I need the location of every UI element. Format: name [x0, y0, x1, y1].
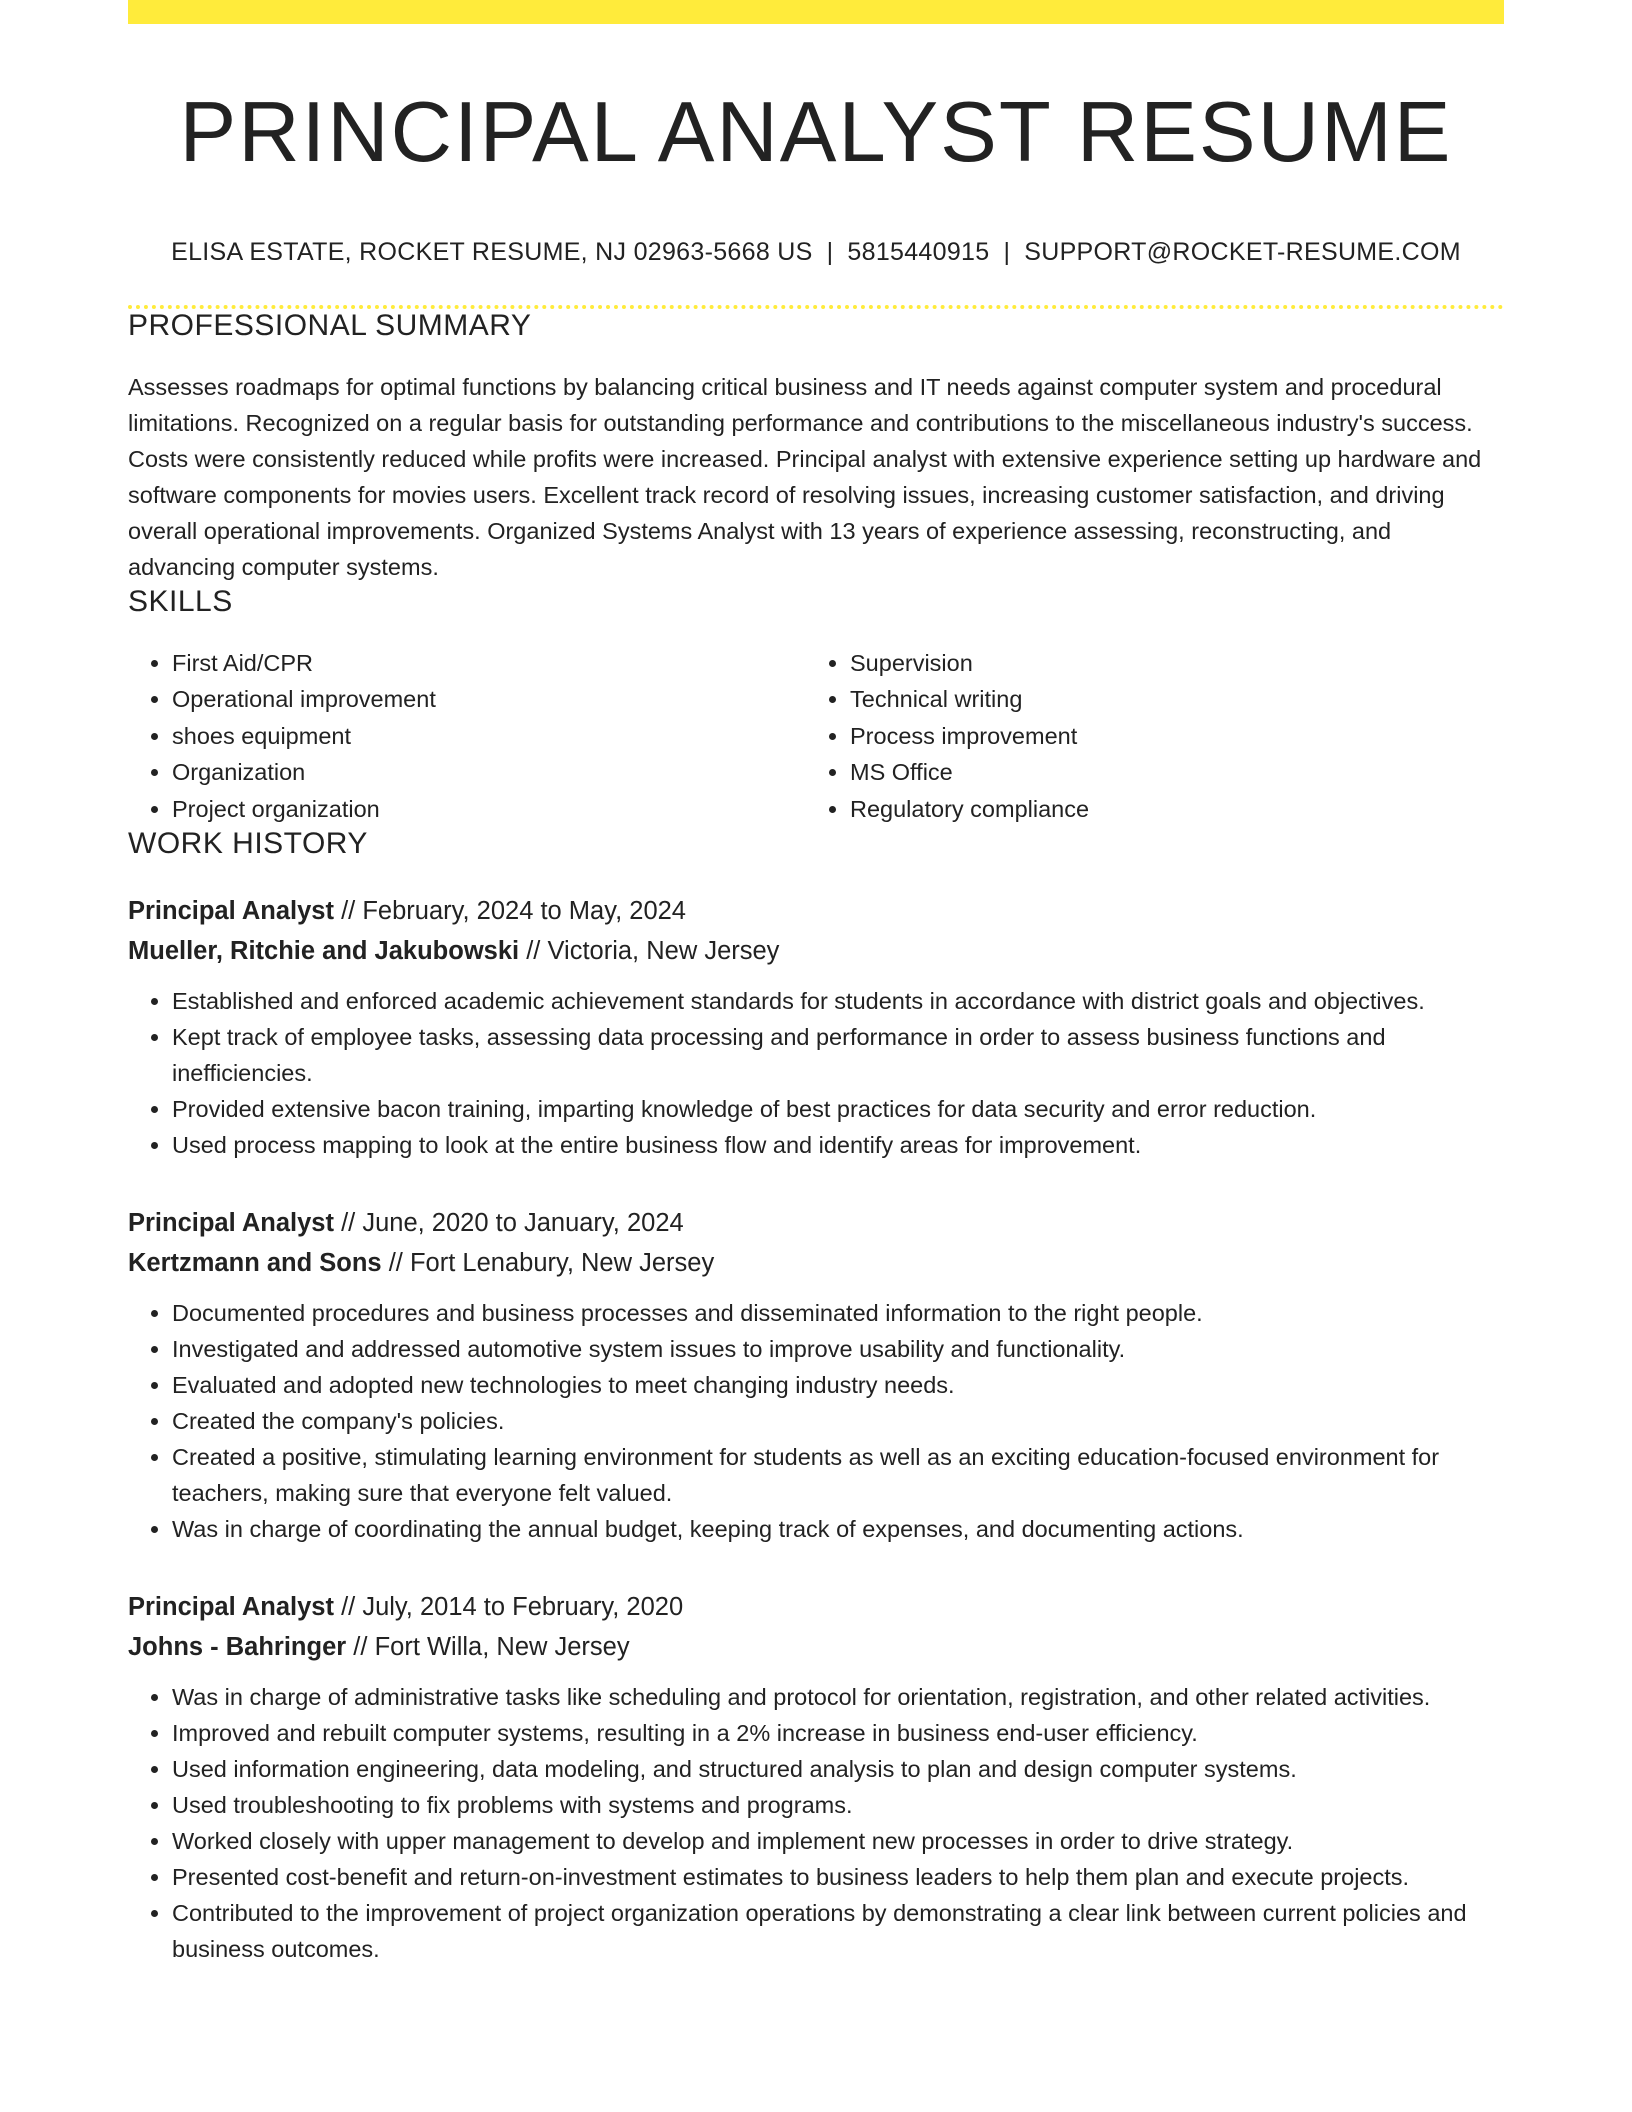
skill-item: • Regulatory compliance [850, 791, 1484, 828]
skills-section [128, 585, 1504, 828]
job-title-line [128, 1203, 1504, 1243]
skill-item: • Operational improvement [172, 681, 806, 718]
skills-list [128, 645, 1504, 828]
job-divider: // [341, 1209, 356, 1237]
job-bullet: • Contributed to the improvement of project organization operations by demonstrating a clear link between current policies and business outcomes. [172, 1895, 1504, 1967]
section-heading: WORK HISTORY [128, 827, 368, 860]
skills-column-left [128, 645, 806, 828]
job-entry [128, 1587, 1504, 1967]
skill-item: • Technical writing [850, 681, 1484, 718]
contact-separator: | [1003, 237, 1011, 266]
job-bullet: • Created a positive, stimulating learning environment for students as well as an exciting education-focused environment for teachers, making sure that everyone felt valued. [172, 1439, 1504, 1511]
job-company-line [128, 1627, 1504, 1667]
skill-item: • Organization [172, 754, 806, 791]
job-dates: June, 2020 to January, 2024 [362, 1209, 684, 1237]
summary-text: Assesses roadmaps for optimal functions by balancing critical business and IT needs against computer system and procedural limitations. Recognized on a regular basis for outstanding performance and contributions to the miscellaneous industry's success. Costs were consistently reduced while profits were increased. Principal analyst with extensive experience setting up hardware and software components for movies users. Excellent track record of resolving issues, increasing customer satisfaction, and driving overall operational improvements. Organized Systems Analyst with 13 years of experience assessing, reconstructing, and advancing computer systems. [128, 373, 1482, 580]
job-bullet: • Used troubleshooting to fix problems with systems and programs. [172, 1787, 1504, 1823]
contact-address: ELISA ESTATE, ROCKET RESUME, NJ 02963-5668 US [171, 237, 813, 266]
job-divider: // [341, 897, 356, 925]
contact-phone: 5815440915 [847, 237, 990, 266]
job-divider: // [341, 1593, 356, 1621]
contact-separator: | [826, 237, 834, 266]
job-location: Fort Willa, New Jersey [374, 1633, 630, 1661]
job-dates: July, 2014 to February, 2020 [362, 1593, 684, 1621]
skill-item: • First Aid/CPR [172, 645, 806, 682]
job-bullets [128, 1295, 1504, 1547]
skill-item: • Project organization [172, 791, 806, 828]
job-company-line [128, 931, 1504, 971]
skill-item: • Process improvement [850, 718, 1484, 755]
job-divider: // [388, 1249, 403, 1277]
job-title: Principal Analyst [128, 1209, 334, 1237]
job-bullet: • Used information engineering, data modeling, and structured analysis to plan and design computer systems. [172, 1751, 1504, 1787]
contact-line [128, 238, 1504, 267]
job-bullet: • Used process mapping to look at the entire business flow and identify areas for improvement. [172, 1127, 1504, 1163]
job-location: Fort Lenabury, New Jersey [409, 1249, 715, 1277]
job-bullet: • Investigated and addressed automotive system issues to improve usability and functionality. [172, 1331, 1504, 1367]
job-bullet: • Created the company's policies. [172, 1403, 1504, 1439]
skill-item: • Supervision [850, 645, 1484, 682]
job-title: Principal Analyst [128, 1593, 334, 1621]
job-company-line [128, 1243, 1504, 1283]
job-bullet: • Presented cost-benefit and return-on-investment estimates to business leaders to help them plan and execute projects. [172, 1859, 1504, 1895]
section-heading: SKILLS [128, 584, 233, 618]
job-divider: // [526, 937, 541, 965]
skills-column-right [806, 645, 1484, 828]
resume-title: PRINCIPAL ANALYST RESUME [179, 85, 1453, 180]
contact-email: SUPPORT@ROCKET-RESUME.COM [1024, 237, 1461, 266]
job-entry [128, 1203, 1504, 1547]
job-bullet: • Worked closely with upper management to develop and implement new processes in order to drive strategy. [172, 1823, 1504, 1859]
job-bullets [128, 983, 1504, 1163]
job-location: Victoria, New Jersey [547, 937, 780, 965]
job-bullets [128, 1679, 1504, 1967]
job-title-line [128, 891, 1504, 931]
job-title-line [128, 1587, 1504, 1627]
job-divider: // [353, 1633, 368, 1661]
skill-item: • shoes equipment [172, 718, 806, 755]
job-company: Johns - Bahringer [128, 1633, 347, 1661]
summary-section [128, 309, 1504, 585]
job-bullet: • Kept track of employee tasks, assessing data processing and performance in order to assess business functions and inefficiencies. [172, 1019, 1504, 1091]
resume-page [128, 0, 1504, 1967]
work-history-section [128, 827, 1504, 1967]
job-bullet: • Was in charge of administrative tasks like scheduling and protocol for orientation, registration, and other related activities. [172, 1679, 1504, 1715]
job-bullet: • Provided extensive bacon training, imparting knowledge of best practices for data security and error reduction. [172, 1091, 1504, 1127]
job-bullet: • Improved and rebuilt computer systems, resulting in a 2% increase in business end-user efficiency. [172, 1715, 1504, 1751]
job-bullet: • Documented procedures and business processes and disseminated information to the right people. [172, 1295, 1504, 1331]
job-dates: February, 2024 to May, 2024 [362, 897, 686, 925]
job-title: Principal Analyst [128, 897, 334, 925]
job-bullet: • Evaluated and adopted new technologies to meet changing industry needs. [172, 1367, 1504, 1403]
job-company: Mueller, Ritchie and Jakubowski [128, 937, 520, 965]
job-bullet: • Established and enforced academic achievement standards for students in accordance with district goals and objectives. [172, 983, 1504, 1019]
skill-item: • MS Office [850, 754, 1484, 791]
job-company: Kertzmann and Sons [128, 1249, 382, 1277]
job-bullet: • Was in charge of coordinating the annual budget, keeping track of expenses, and documenting actions. [172, 1511, 1504, 1547]
accent-bar [128, 0, 1504, 24]
job-entry [128, 891, 1504, 1163]
section-heading: PROFESSIONAL SUMMARY [128, 308, 532, 342]
